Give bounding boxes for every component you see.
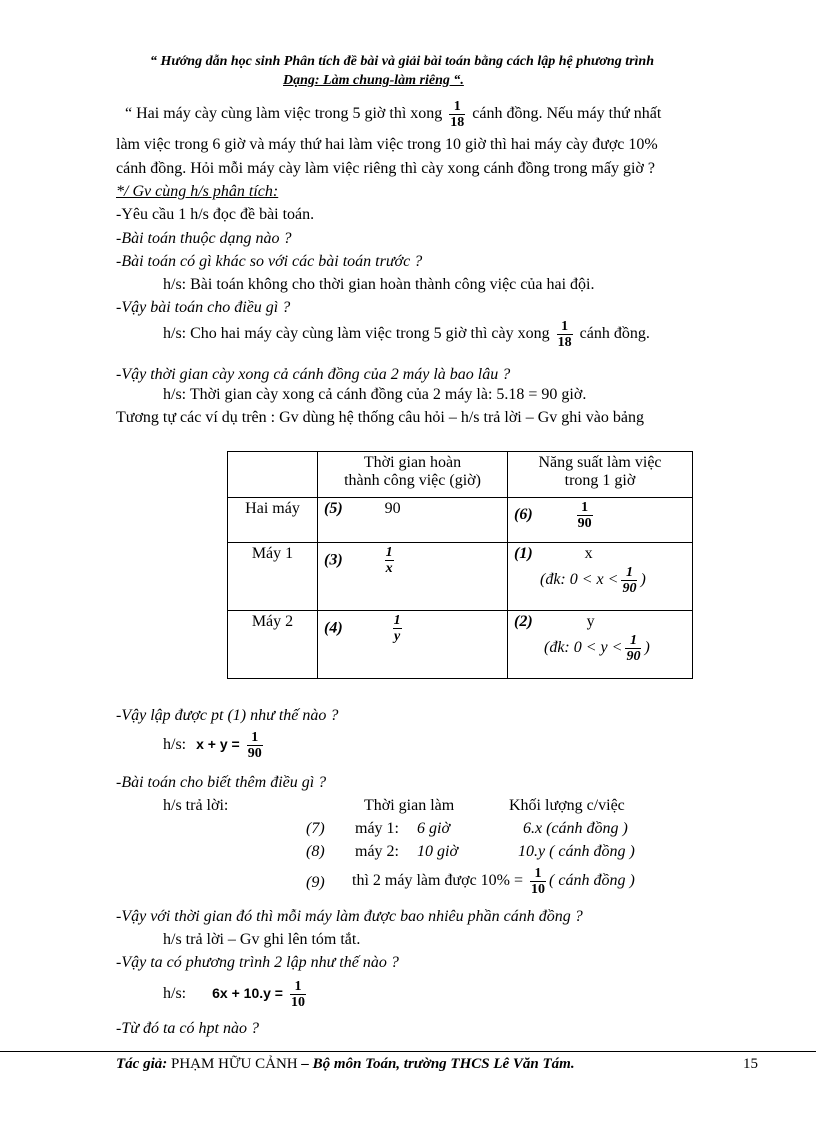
row-7-work: 6.x (cánh đồng ) [523, 820, 628, 837]
row-8-label: máy 2: [355, 843, 399, 860]
question-7: -Bài toán cho biết thêm điều gì ? [116, 774, 327, 791]
analysis-q3: -Bài toán có gì khác so với các bài toán trước ? [116, 253, 423, 270]
header-prod-line-1: Năng suất làm việc [538, 454, 662, 471]
row-label: Máy 2 [228, 611, 318, 679]
table-row [228, 611, 693, 679]
row-productivity-cell [508, 543, 693, 611]
problem-line-2: làm việc trong 6 giờ và máy thứ hai làm việc trong 10 giờ thì hai máy cày được 10% [116, 136, 658, 153]
fraction-1-y: $\frac{1}{y}$ [393, 613, 401, 644]
fraction-1-90: $\frac{1}{90}$ [247, 730, 262, 761]
fraction-1-10: $\frac{1}{10}$ [531, 866, 546, 897]
page-number: 15 [743, 1056, 758, 1072]
cell-index: (6) [514, 506, 533, 524]
footer-divider [0, 1051, 816, 1052]
row-7-label: máy 1: [355, 820, 399, 837]
analysis-q2: -Bài toán thuộc dạng nào ? [116, 230, 292, 247]
row-time-cell [318, 543, 508, 611]
cell-index: (1) [514, 545, 533, 562]
problem-line-1: “ Hai máy cày cùng làm việc trong 5 giờ thì xong $\frac{1}{18}$ cánh đồng. Nếu máy thứ nhất [125, 99, 662, 130]
cell-index: (4) [324, 619, 343, 637]
condition: (đk: 0 < x < $\frac{1}{90}$ ) [540, 565, 646, 596]
row-8-work: 10.y ( cánh đồng ) [518, 843, 635, 860]
col-time-heading: Thời gian làm [364, 797, 455, 814]
row-7-index: (7) [306, 820, 325, 837]
cell-index: (2) [514, 613, 533, 630]
row-time-cell [318, 498, 508, 543]
answer-7-label: h/s trả lời: [163, 797, 229, 814]
row-label: Máy 1 [228, 543, 318, 611]
header-line-1: “ Hướng dẫn học sinh Phân tích đề bài và giải bài toán bằng cách lập hệ phương trình [150, 54, 654, 69]
problem-line-3: cánh đồng. Hỏi mỗi máy cày làm việc riêng thì cày xong cánh đồng trong mấy giờ ? [116, 160, 655, 177]
header-time-line-1: Thời gian hoàn [363, 454, 462, 471]
fraction-1-x: $\frac{1}{x}$ [385, 545, 393, 576]
row-8-time: 10 giờ [417, 843, 458, 860]
table-header-productivity [508, 452, 693, 498]
analysis-a5: h/s: Thời gian cày xong cả cánh đồng của 2 máy là: 5.18 = 90 giờ. [163, 386, 587, 403]
analysis-q5: -Vậy thời gian cày xong cả cánh đồng của 2 máy là bao lâu ? [116, 366, 511, 383]
question-6: -Vậy lập được pt (1) như thế nào ? [116, 707, 339, 724]
fraction-1-90: $\frac{1}{90}$ [626, 633, 641, 664]
cell-index: (3) [324, 551, 343, 569]
question-8: -Vậy với thời gian đó thì mỗi máy làm được bao nhiêu phần cánh đồng ? [116, 908, 583, 925]
answer-9: h/s: 6x + 10.y = $\frac{1}{10}$ [163, 979, 305, 1010]
table-corner-cell [228, 452, 318, 498]
analysis-a3: h/s: Bài toán không cho thời gian hoàn thành công việc của hai đội. [163, 276, 595, 293]
header-line-2: Dạng: Làm chung-làm riêng “. [283, 73, 464, 88]
analysis-transition: Tương tự các ví dụ trên : Gv dùng hệ thống câu hỏi – h/s trả lời – Gv ghi vào bảng [116, 409, 644, 426]
table-header-time [318, 452, 508, 498]
condition: (đk: 0 < y < $\frac{1}{90}$ ) [544, 633, 650, 664]
table-row [228, 498, 693, 543]
row-9-text: thì 2 máy làm được 10% = $\frac{1}{10}$ ( cánh đồng ) [352, 866, 635, 897]
question-9: -Vậy ta có phương trình 2 lập như thế nào ? [116, 954, 399, 971]
fraction-1-10: $\frac{1}{10}$ [290, 979, 305, 1010]
row-productivity-cell [508, 611, 693, 679]
row-label: Hai máy [228, 498, 318, 543]
footer-author: Tác giả: PHẠM HỮU CẢNH – Bộ môn Toán, trường THCS Lê Văn Tám. [116, 1056, 575, 1072]
question-10: -Từ đó ta có hpt nào ? [116, 1020, 259, 1037]
fraction-1-18-answer: $\frac{1}{18}$ [557, 319, 572, 350]
analysis-heading: */ Gv cùng h/s phân tích: [116, 183, 279, 200]
analysis-q1: -Yêu cầu 1 h/s đọc đề bài toán. [116, 206, 315, 223]
fraction-1-90: $\frac{1}{90}$ [577, 500, 592, 531]
row-time-cell [318, 611, 508, 679]
cell-value: x [584, 545, 593, 562]
table-row [228, 543, 693, 611]
row-7-time: 6 giờ [417, 820, 450, 837]
answer-8: h/s trả lời – Gv ghi lên tóm tắt. [163, 931, 361, 948]
cell-value: y [586, 613, 595, 630]
row-productivity-cell [508, 498, 693, 543]
cell-value: 90 [384, 500, 401, 517]
answer-6: h/s: x + y = $\frac{1}{90}$ [163, 730, 262, 761]
fraction-1-18: $\frac{1}{18}$ [450, 99, 465, 130]
row-8-index: (8) [306, 843, 325, 860]
fraction-1-90: $\frac{1}{90}$ [622, 565, 637, 596]
table-header-row [228, 452, 693, 498]
header-prod-line-2: trong 1 giờ [564, 472, 636, 489]
col-work-heading: Khối lượng c/việc [509, 797, 625, 814]
analysis-a4: h/s: Cho hai máy cày cùng làm việc trong 5 giờ thì cày xong $\frac{1}{18}$ cánh đồng. [163, 319, 650, 350]
summary-table [227, 451, 693, 679]
cell-index: (5) [324, 500, 343, 517]
row-9-index: (9) [306, 874, 325, 891]
header-time-line-2: thành công việc (giờ) [344, 472, 481, 489]
analysis-q4: -Vậy bài toán cho điều gì ? [116, 299, 291, 316]
